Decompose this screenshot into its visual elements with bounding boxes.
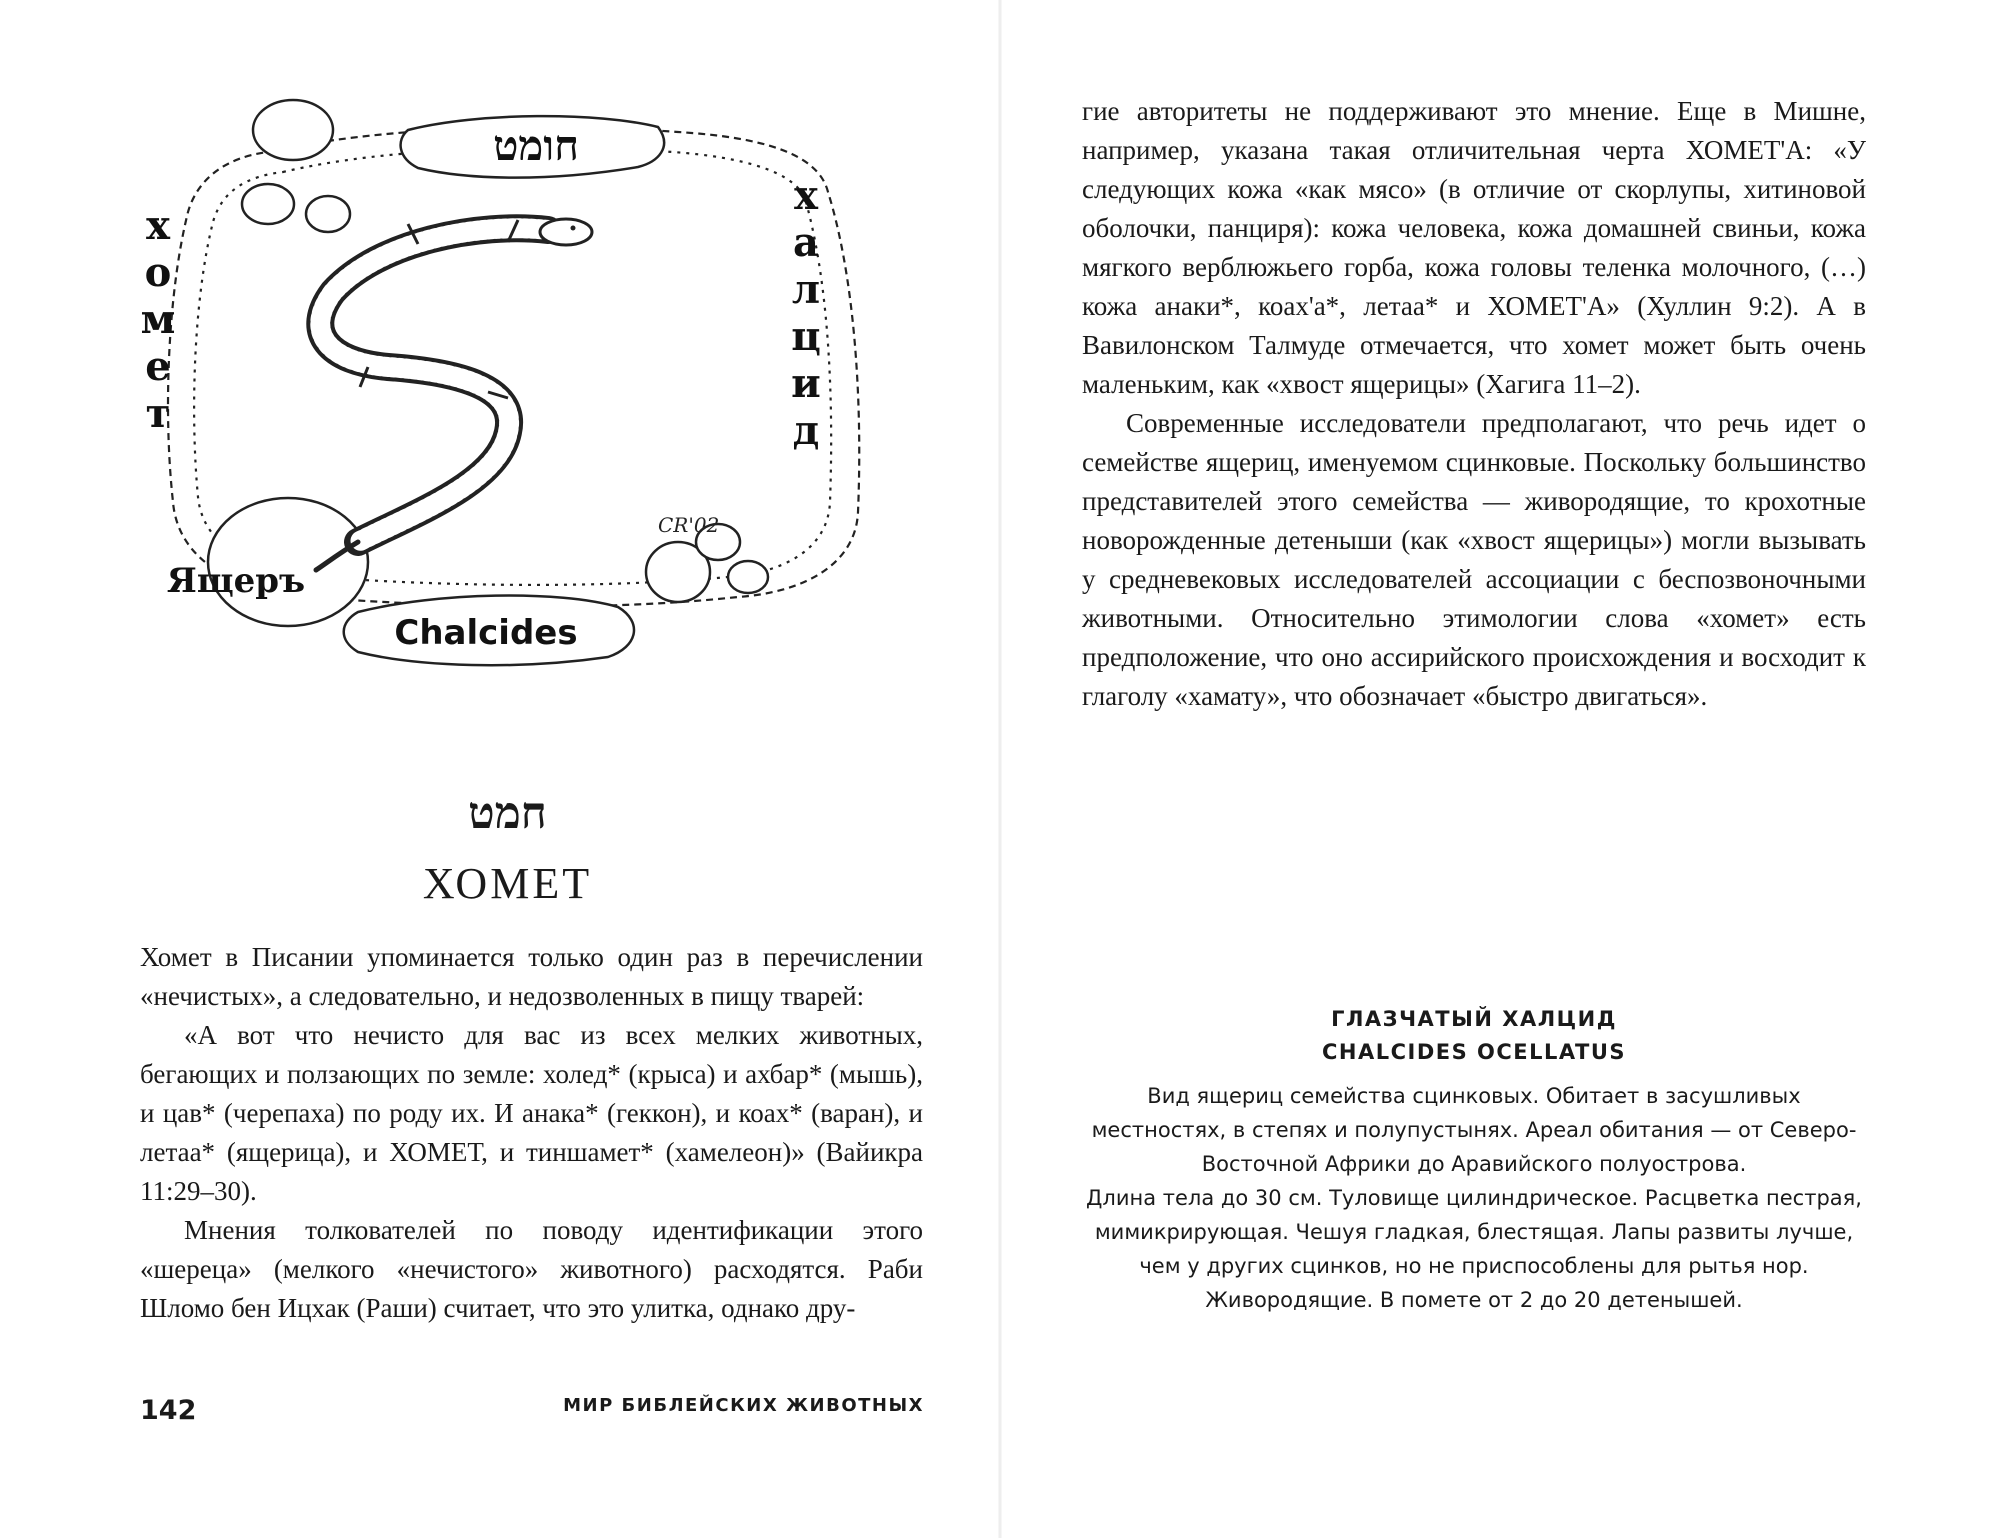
left-paragraph: Хомет в Писании упоминается только один раз в перечислении «нечистых», а следовательно, и недозволенных в пищу тварей: [140, 942, 923, 1011]
hebrew-heading: חמט [468, 788, 547, 839]
species-name: ГЛАЗЧАТЫЙ ХАЛЦИД [1331, 1007, 1617, 1031]
species-latin-name: CHALCIDES OCELLATUS [1321, 1040, 1627, 1064]
illustration-latin-label: Chalcides [394, 613, 578, 653]
species-description-paragraph: Длина тела до 30 см. Туловище цилиндрическое. Расцветка пестрая, мимикрирующая. Чешуя гладкая, блестящая. Лапы развиты лучше, чем у других сцинков, но не приспособлены для рытья нор. Живородящие. В помете от 2 до 20 детенышей. [1086, 1186, 1862, 1312]
left-paragraph: Мнения толкователей по поводу идентификации этого «шереца» (мелкого «нечистого» животного) расходятся. Раби Шломо бен Ицхак (Раши) считает, что это улитка, однако дру- [140, 1215, 923, 1323]
illustration-russian-label: хомет [134, 202, 182, 437]
illustration-halcid-label: халцид [782, 172, 830, 454]
page-number: 142 [140, 1395, 197, 1426]
top-banner-stone [401, 116, 665, 178]
lizard-drawing [316, 219, 592, 570]
lizard-illustration [118, 92, 966, 692]
right-body-text [1082, 92, 1866, 716]
right-page [1000, 0, 2000, 1538]
bottom-banner-stones [167, 561, 634, 665]
illustration-signature: CR'02 [658, 513, 720, 537]
left-paragraph: «А вот что нечисто для вас из всех мелких животных, бегающих и ползающих по земле: холед* (крыса) и ахбар* (мышь), и цав* (черепаха) по роду их. И анака* (геккон), и коах* (варан), и летаа* (ящерица), и ХОМЕТ, и тиншамет* (хамелеон)» (Вайикра 11:29–30). [140, 1020, 923, 1206]
right-paragraph: гие авторитеты не поддерживают это мнение. Еще в Мишне, например, указана такая отличительная черта ХОМЕТ'А: «У следующих кожа «как мясо» (в отличие от скорлупы, хитиновой оболочки, панциря): кожа человека, кожа домашней свиньи, кожа мягкого верблюжьего горба, кожа головы теленка молочного, (…) кожа анаки*, коах'а*, летаа* и ХОМЕТ'А» (Хуллин 9:2). А в Вавилонском Талмуде отмечается, что хомет может быть очень маленьким, как «хвост ящерицы» (Хагига 11–2). [1082, 96, 1866, 399]
running-head: МИР БИБЛЕЙСКИХ ЖИВОТНЫХ [563, 1395, 924, 1416]
right-paragraph: Современные исследователи предполагают, что речь идет о семействе ящериц, именуемом сцинковые. Поскольку большинство представителей этого семейства — живородящие, то крохотные новорожденные детеныши (как «хвост ящерицы») могли вызывать у средневековых исследователей ассоциации с беспозвоночными животными. Относительно этимологии слова «хомет» есть предположение, что оно ассирийского происхождения и восходит к глаголу «хамату», что обозначает «быстро двигаться». [1082, 408, 1866, 711]
species-description [1080, 1079, 1868, 1317]
species-description-paragraph: Вид ящериц семейства сцинковых. Обитает в засушливых местностях, в степях и полупустынях. Ареал обитания — от Северо-Восточной Африки до Аравийского полуострова. [1091, 1084, 1857, 1176]
entry-title: ХОМЕТ [422, 859, 593, 908]
side-labels [135, 172, 830, 454]
left-body-text [140, 938, 923, 1328]
illustration-lizard-label: Ящеръ [166, 561, 306, 601]
stones [208, 100, 768, 626]
species-sidebar [1080, 1003, 1868, 1317]
illustration-hebrew-label: חומט [493, 121, 579, 170]
